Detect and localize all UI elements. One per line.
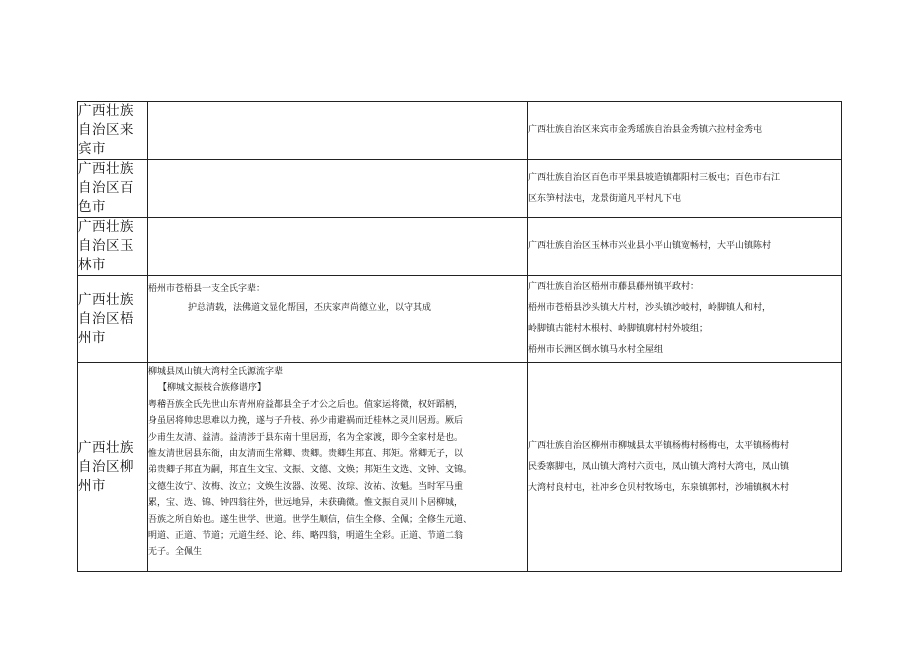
section-heading: 【柳城文振枝合族修谱序】 <box>158 383 267 394</box>
body-line: 累，宝、选、锦、钟四翁往外，世远地异，未获确微。惟文振自灵川卜居柳城， <box>148 498 464 509</box>
body-line: 弟贵卿子邦直为嗣，邦直生文宝、文振、文德、文焕；邦矩生文选、文钟、文锦。 <box>148 465 473 476</box>
surname-origin-cell <box>148 363 528 572</box>
region-table <box>77 101 842 572</box>
place-cell <box>528 218 842 276</box>
place-line: 广西壮族自治区玉林市兴业县小平山镇宽畅村，大平山镇陈村 <box>528 241 772 251</box>
place-cell <box>528 102 842 160</box>
region-name-cell: 广西壮族自治区百色市 <box>78 160 148 218</box>
place-line: 梧州市长洲区倒水镇马水村全屋组 <box>528 345 664 355</box>
generation-names-line: 护总清载，法佛道文显化帮国，丕庆家声尚德立业，以守其成 <box>188 303 432 313</box>
table-row <box>78 276 842 363</box>
surname-origin-cell <box>148 160 528 218</box>
region-name-cell: 广西壮族自治区来宾市 <box>78 102 148 160</box>
region-name-cell: 广西壮族自治区玉林市 <box>78 218 148 276</box>
place-cell <box>528 276 842 363</box>
place-cell <box>528 160 842 218</box>
body-line: 少甫生友清、益清。益清涉于县东南十里居焉，名为全家渡，即今全家村是也。 <box>148 432 464 443</box>
body-line: 粤稽吾族全氏先世山东青州府益都县全子才公之后也。值家运将微，权奸蹈柄， <box>148 399 464 410</box>
place-line: 区东笋村法屯，龙景街道凡平村凡下屯 <box>528 193 682 204</box>
body-line: 无子。全佩生 <box>148 547 203 558</box>
body-line: 惟友清世居县东衙，由友清而生常卿、贵卿。贵卿生邦直、邦矩。常卿无子，以 <box>148 449 464 460</box>
table-row <box>78 218 842 276</box>
surname-origin-cell <box>148 218 528 276</box>
region-name-cell: 广西壮族自治区梧州市 <box>78 276 148 363</box>
place-line: 广西壮族自治区梧州市藤县藤州镇平政村： <box>528 282 700 292</box>
region-name-cell: 广西壮族自治区柳州市 <box>78 363 148 572</box>
place-line: 民委寨脚屯，凤山镇大湾村六贡屯，凤山镇大湾村大湾屯，凤山镇 <box>528 461 790 472</box>
body-line: 吾族之所自始也。遂生世学、世道。世学生顺信，信生全修、全佩；全修生元道、 <box>148 514 473 525</box>
surname-origin-cell <box>148 102 528 160</box>
place-line: 岭脚镇古能村木根村、岭脚镇廓村村外坡组； <box>528 324 709 334</box>
body-line: 明道、正道、节道；元道生经、论、纬、略四翁，明道生全彩。正道、节道二翁 <box>148 531 464 542</box>
place-line: 广西壮族自治区柳州市柳城县太平镇杨梅村杨梅屯，太平镇杨梅村 <box>528 440 790 451</box>
table-row <box>78 102 842 160</box>
table-row <box>78 363 842 572</box>
body-line: 文德生汝宁、汝梅、汝立；文焕生汝器、汝冕、汝琮、汝祐、汝魁。当时军马重 <box>148 481 464 492</box>
place-line: 广西壮族自治区来宾市金秀瑶族自治县金秀镇六拉村金秀屯 <box>528 125 763 135</box>
body-line: 柳城县凤山镇大湾村全氏源流字辈 <box>148 367 284 377</box>
place-line: 广西壮族自治区百色市平果县坡造镇都阳村三板屯；百色市右江 <box>528 172 781 183</box>
surname-origin-cell <box>148 276 528 363</box>
place-line: 梧州市苍梧县沙头镇大片村，沙头镇沙岐村，岭脚镇人和村， <box>528 303 772 313</box>
body-line: 身虽居将帅忠思难以力挽，遂与子升枝、孙少甫避祸而迁桂林之灵川居焉。厥后 <box>148 416 464 427</box>
place-cell <box>528 363 842 572</box>
body-line: 梧州市苍梧县一支全氏字辈： <box>148 284 266 294</box>
table-row <box>78 160 842 218</box>
place-line: 大湾村良村屯，社冲乡仓贝村牧场屯，东泉镇郭村，沙埔镇枫木村 <box>528 482 790 493</box>
